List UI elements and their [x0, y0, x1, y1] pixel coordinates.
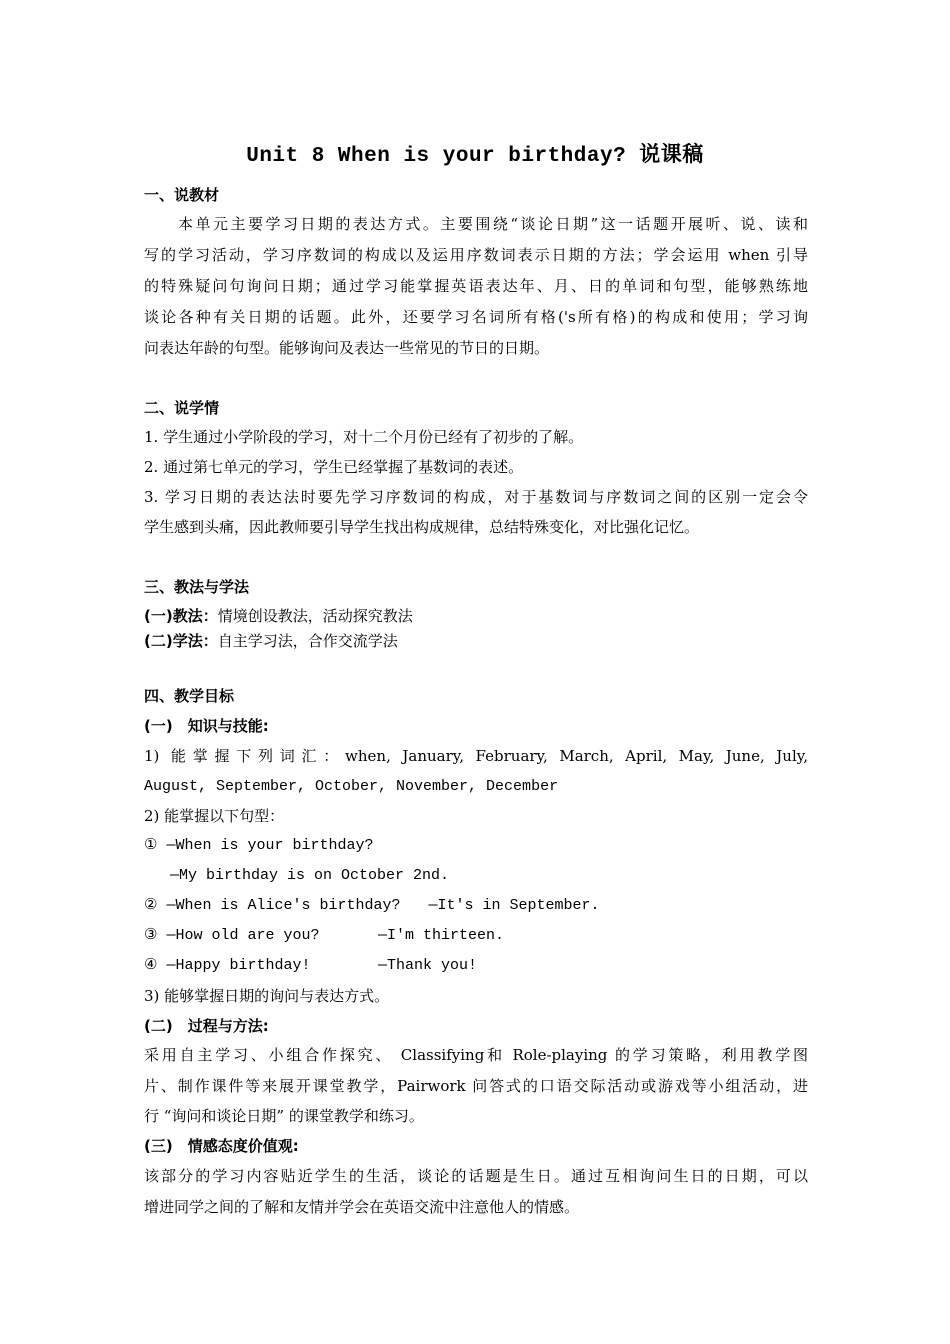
vocab-line: August, September, October, November, December	[144, 778, 559, 795]
list-item: 1. 学生通过小学阶段的学习，对十二个月份已经有了初步的了解。	[144, 428, 584, 446]
section-heading-students: 二、说学情	[144, 399, 220, 417]
paragraph-line: 片、制作课件等来展开课堂教学，Pairwork 问答式的口语交际活动或游戏等小组活动，进	[144, 1077, 808, 1095]
paragraph-line: 行 “询问和谈论日期” 的课堂教学和练习。	[144, 1107, 424, 1125]
paragraph-line: 该部分的学习内容贴近学生的生活，谈论的话题是生日。通过互相询问生日的日期，可以	[144, 1167, 808, 1185]
dialogue-answer: —Thank you!	[378, 957, 478, 974]
date-expression-line: 3) 能够掌握日期的询问与表达方式。	[144, 987, 390, 1005]
dialogue-answer: —It's in September.	[428, 897, 600, 914]
document-title: Unit 8 When is your birthday? 说课稿	[246, 145, 704, 168]
sentence-patterns-intro: 2) 能掌握以下句型：	[144, 807, 285, 825]
paragraph-line: 问表达年龄的句型。能够询问及表达一些常见的节日的日期。	[144, 339, 550, 357]
paragraph-line: 本单元主要学习日期的表达方式。主要围绕“谈论日期”这一话题开展听、说、读和	[178, 215, 808, 233]
paragraph-line: 增进同学之间的了解和友情并学会在英语交流中注意他人的情感。	[144, 1198, 580, 1216]
dialogue-line: —My birthday is on October 2nd.	[170, 867, 450, 884]
subheading-emotion: (三) 情感态度价值观:	[144, 1137, 299, 1155]
section-heading-textbook: 一、说教材	[144, 186, 220, 204]
list-item-continued: 学生感到头痛，因此教师要引导学生找出构成规律，总结特殊变化，对比强化记忆。	[144, 518, 700, 536]
subheading-knowledge: (一) 知识与技能:	[144, 717, 269, 735]
dialogue-question: ③ —How old are you?	[144, 927, 320, 944]
teaching-method-label: (一)教法：	[144, 607, 218, 625]
section-heading-objectives: 四、教学目标	[144, 687, 235, 705]
learning-method-label: (二)学法：	[144, 632, 218, 650]
learning-method	[144, 631, 808, 651]
teaching-method	[144, 606, 808, 626]
dialogue-answer: —I'm thirteen.	[378, 927, 505, 944]
teaching-method-text: 情境创设教法，活动探究教法	[217, 607, 413, 625]
paragraph-line: 采用自主学习、小组合作探究、 Classifying和 Role-playing 的学习策略，利用教学图	[144, 1046, 808, 1064]
dialogue-line	[144, 896, 808, 916]
vocab-line: 1) 能掌握下列词汇：when, January, February, March, April, May, June, July,	[144, 747, 808, 765]
paragraph-line: 的特殊疑问句询问日期；通过学习能掌握英语表达年、月、日的单词和句型，能够熟练地	[144, 277, 808, 295]
dialogue-line: ① —When is your birthday?	[144, 837, 374, 854]
paragraph-line: 谈论各种有关日期的话题。此外，还要学习名词所有格('s所有格)的构成和使用；学习询	[144, 308, 808, 326]
subheading-process: (二) 过程与方法:	[144, 1017, 269, 1035]
section-heading-methods: 三、教法与学法	[144, 578, 250, 596]
list-item: 3. 学习日期的表达法时要先学习序数词的构成，对于基数词与序数词之间的区别一定会令	[144, 488, 808, 506]
list-item: 2. 通过第七单元的学习，学生已经掌握了基数词的表述。	[144, 458, 524, 476]
dialogue-question: ② —When is Alice's birthday?	[144, 897, 401, 914]
dialogue-question: ④ —Happy birthday!	[144, 957, 311, 974]
paragraph-line: 写的学习活动，学习序数词的构成以及运用序数词表示日期的方法；学会运用 when 引导	[144, 246, 808, 264]
learning-method-text: 自主学习法，合作交流学法	[217, 632, 398, 650]
